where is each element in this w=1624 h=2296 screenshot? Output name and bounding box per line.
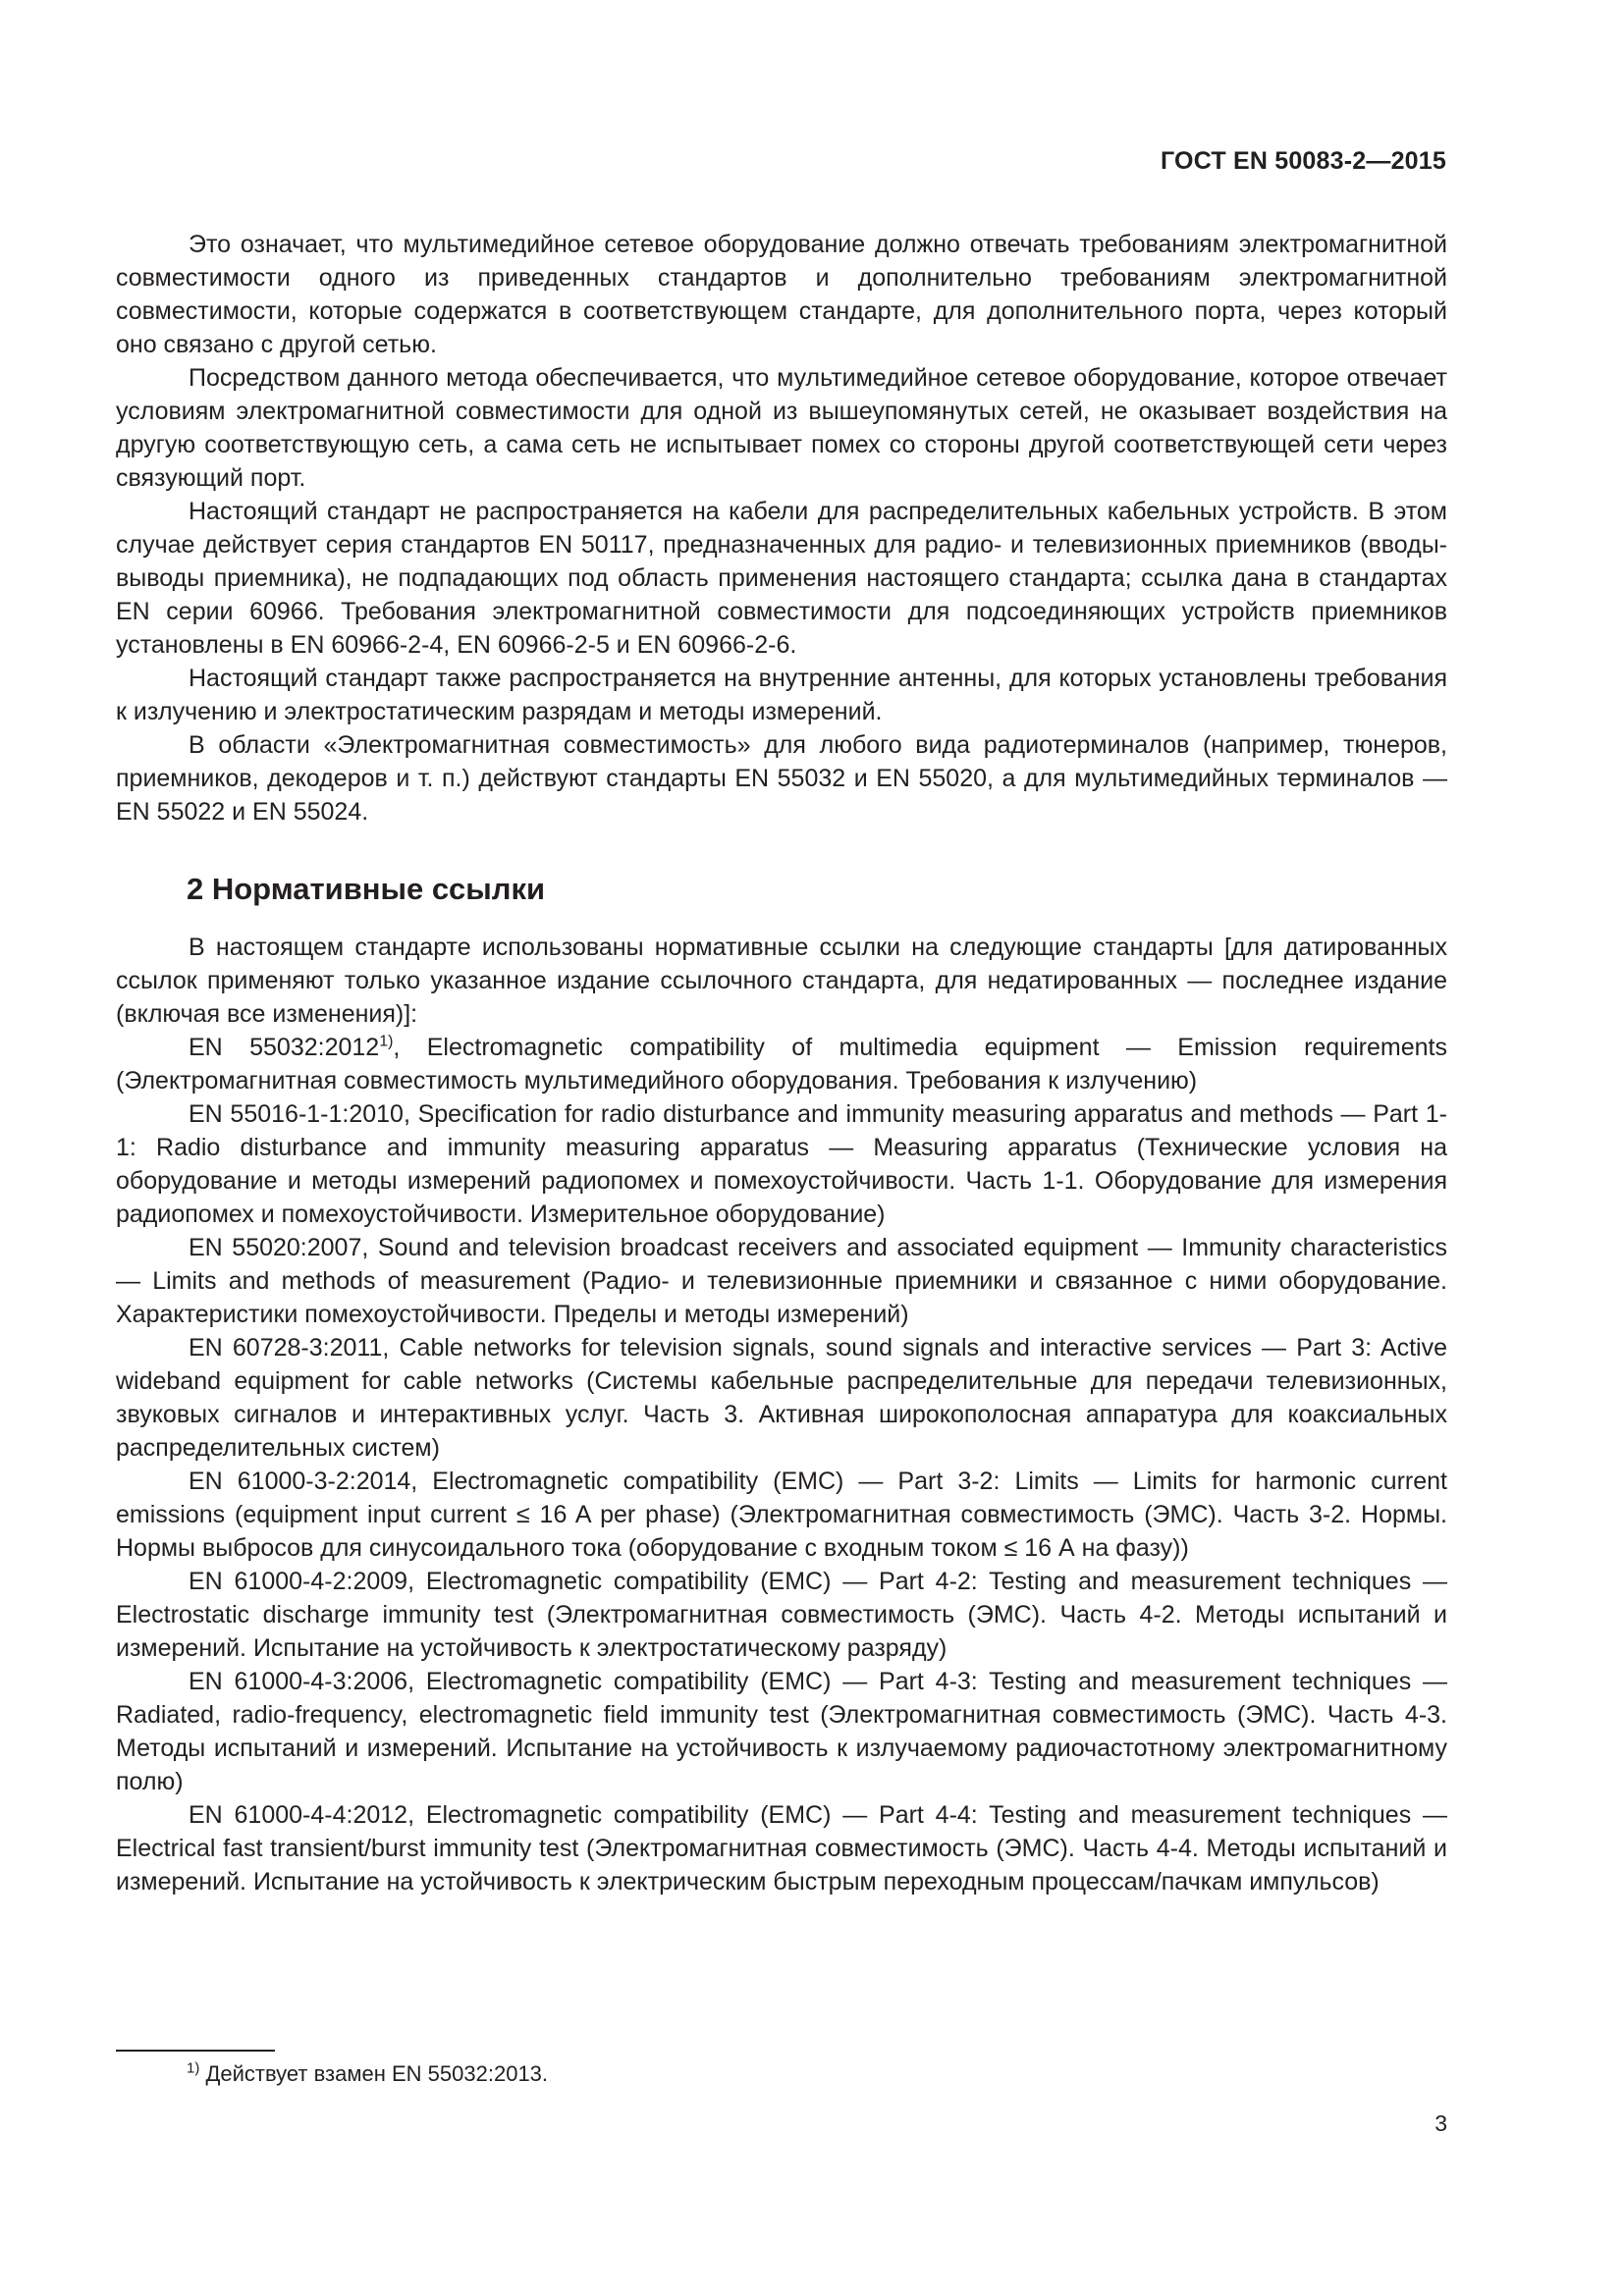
main-content — [116, 228, 1447, 1898]
intro-paragraph: Настоящий стандарт также распространяется на внутренние антенны, для которых установлены требования к излучению и электростатическим разрядам и методы измерений. — [116, 665, 1447, 725]
reference-item: EN 61000-3-2:2014, Electromagnetic compatibility (EMC) — Part 3-2: Limits — Limits for harmonic current emissions (equipment input current ≤ 16 A per phase) (Электромагнитная совместимость (ЭМС). Часть 3-2. Нормы. Нормы выбросов для синусоидального тока (оборудование с входным током ≤ 16 А на фазу)) — [116, 1468, 1447, 1562]
footnote-mark: 1) — [187, 2059, 200, 2077]
footnote-text: Действует взамен EN 55032:2013. — [205, 2061, 549, 2086]
reference-item: EN 55016-1-1:2010, Specification for radio disturbance and immunity measuring apparatus and methods — Part 1-1: Radio disturbance and immunity measuring apparatus — Measuring apparatus (Технические условия на оборудование и методы измерений радиопомех и помехоустойчивости. Часть 1-1. Оборудование для измерения радиопомех и помехоустойчивости. Измерительное оборудование) — [116, 1100, 1447, 1228]
intro-paragraph: Настоящий стандарт не распространяется на кабели для распределительных кабельных устройств. В этом случае действует серия стандартов EN 50117, предназначенных для радио- и телевизионных приемников (вводы-выводы приемника), не подпадающих под область применения настоящего стандарта; ссылка дана в стандартах EN серии 60966. Требования электромагнитной совместимости для подсоединяющих устройств приемников установлены в EN 60966-2-4, EN 60966-2-5 и EN 60966-2-6. — [116, 498, 1447, 659]
reference-text: , Electromagnetic compatibility of multimedia equipment — Emission requirements (Электромагнитная совместимость мультимедийного оборудования. Требования к излучению) — [116, 1034, 1447, 1095]
footnote-reference[interactable]: 1) — [379, 1033, 394, 1050]
intro-paragraph: Это означает, что мультимедийное сетевое оборудование должно отвечать требованиям электромагнитной совместимости одного из приведенных стандартов и дополнительно требованиям электромагнитной совместимости, которые содержатся в соответствующем стандарте, для дополнительного порта, через который оно связано с другой сетью. — [116, 231, 1447, 358]
intro-paragraph: Посредством данного метода обеспечивается, что мультимедийное сетевое оборудование, которое отвечает условиям электромагнитной совместимости для одной из вышеупомянутых сетей, не оказывает воздействия на другую соответствующую сеть, а сама сеть не испытывает помех со стороны другой соответствующей сети через связующий порт. — [116, 364, 1447, 492]
reference-item: EN 61000-4-2:2009, Electromagnetic compatibility (EMC) — Part 4-2: Testing and measurement techniques — Electrostatic discharge immunity test (Электромагнитная совместимость (ЭМС). Часть 4-2. Методы испытаний и измерений. Испытание на устойчивость к электростатическому разряду) — [116, 1568, 1447, 1662]
reference-item: EN 61000-4-3:2006, Electromagnetic compatibility (EMC) — Part 4-3: Testing and measurement techniques — Radiated, radio-frequency, electromagnetic field immunity test (Электромагнитная совместимость (ЭМС). Часть 4-3. Методы испытаний и измерений. Испытание на устойчивость к излучаемому радиочастотному электромагнитному полю) — [116, 1668, 1447, 1795]
reference-item: EN 55020:2007, Sound and television broadcast receivers and associated equipment — Immunity characteristics — Limits and methods of measurement (Радио- и телевизионные приемники и связанное с ними оборудование. Характеристики помехоустойчивости. Пределы и методы измерений) — [116, 1234, 1447, 1328]
document-header: ГОСТ EN 50083-2—2015 — [1161, 147, 1446, 175]
intro-paragraph: В области «Электромагнитная совместимость» для любого вида радиотерминалов (например, тюнеров, приемников, декодеров и т. п.) действуют стандарты EN 55032 и EN 55020, а для мультимедийных терминалов — EN 55022 и EN 55024. — [116, 731, 1447, 826]
footnote-divider — [116, 2050, 275, 2052]
reference-item — [116, 1031, 1447, 1097]
reference-code: EN 55032:2012 — [189, 1034, 380, 1061]
reference-item: EN 60728-3:2011, Cable networks for television signals, sound signals and interactive services — Part 3: Active wideband equipment for cable networks (Системы кабельные распределительные для передачи телевизионных, звуковых сигналов и интерактивных услуг. Часть 3. Активная широкополосная аппаратура для коаксиальных распределительных систем) — [116, 1334, 1447, 1462]
page-number: 3 — [1435, 2110, 1447, 2136]
section-intro-paragraph: В настоящем стандарте использованы нормативные ссылки на следующие стандарты [для датированных ссылок применяют только указанное издание ссылочного стандарта, для недатированных — последнее издание (включая все изменения)]: — [116, 934, 1447, 1028]
footnote — [187, 2059, 548, 2089]
section-heading: 2 Нормативные ссылки — [187, 872, 546, 906]
reference-item: EN 61000-4-4:2012, Electromagnetic compatibility (EMC) — Part 4-4: Testing and measurement techniques — Electrical fast transient/burst immunity test (Электромагнитная совместимость (ЭМС). Часть 4-4. Методы испытаний и измерений. Испытание на устойчивость к электрическим быстрым переходным процессам/пачкам импульсов) — [116, 1801, 1447, 1896]
